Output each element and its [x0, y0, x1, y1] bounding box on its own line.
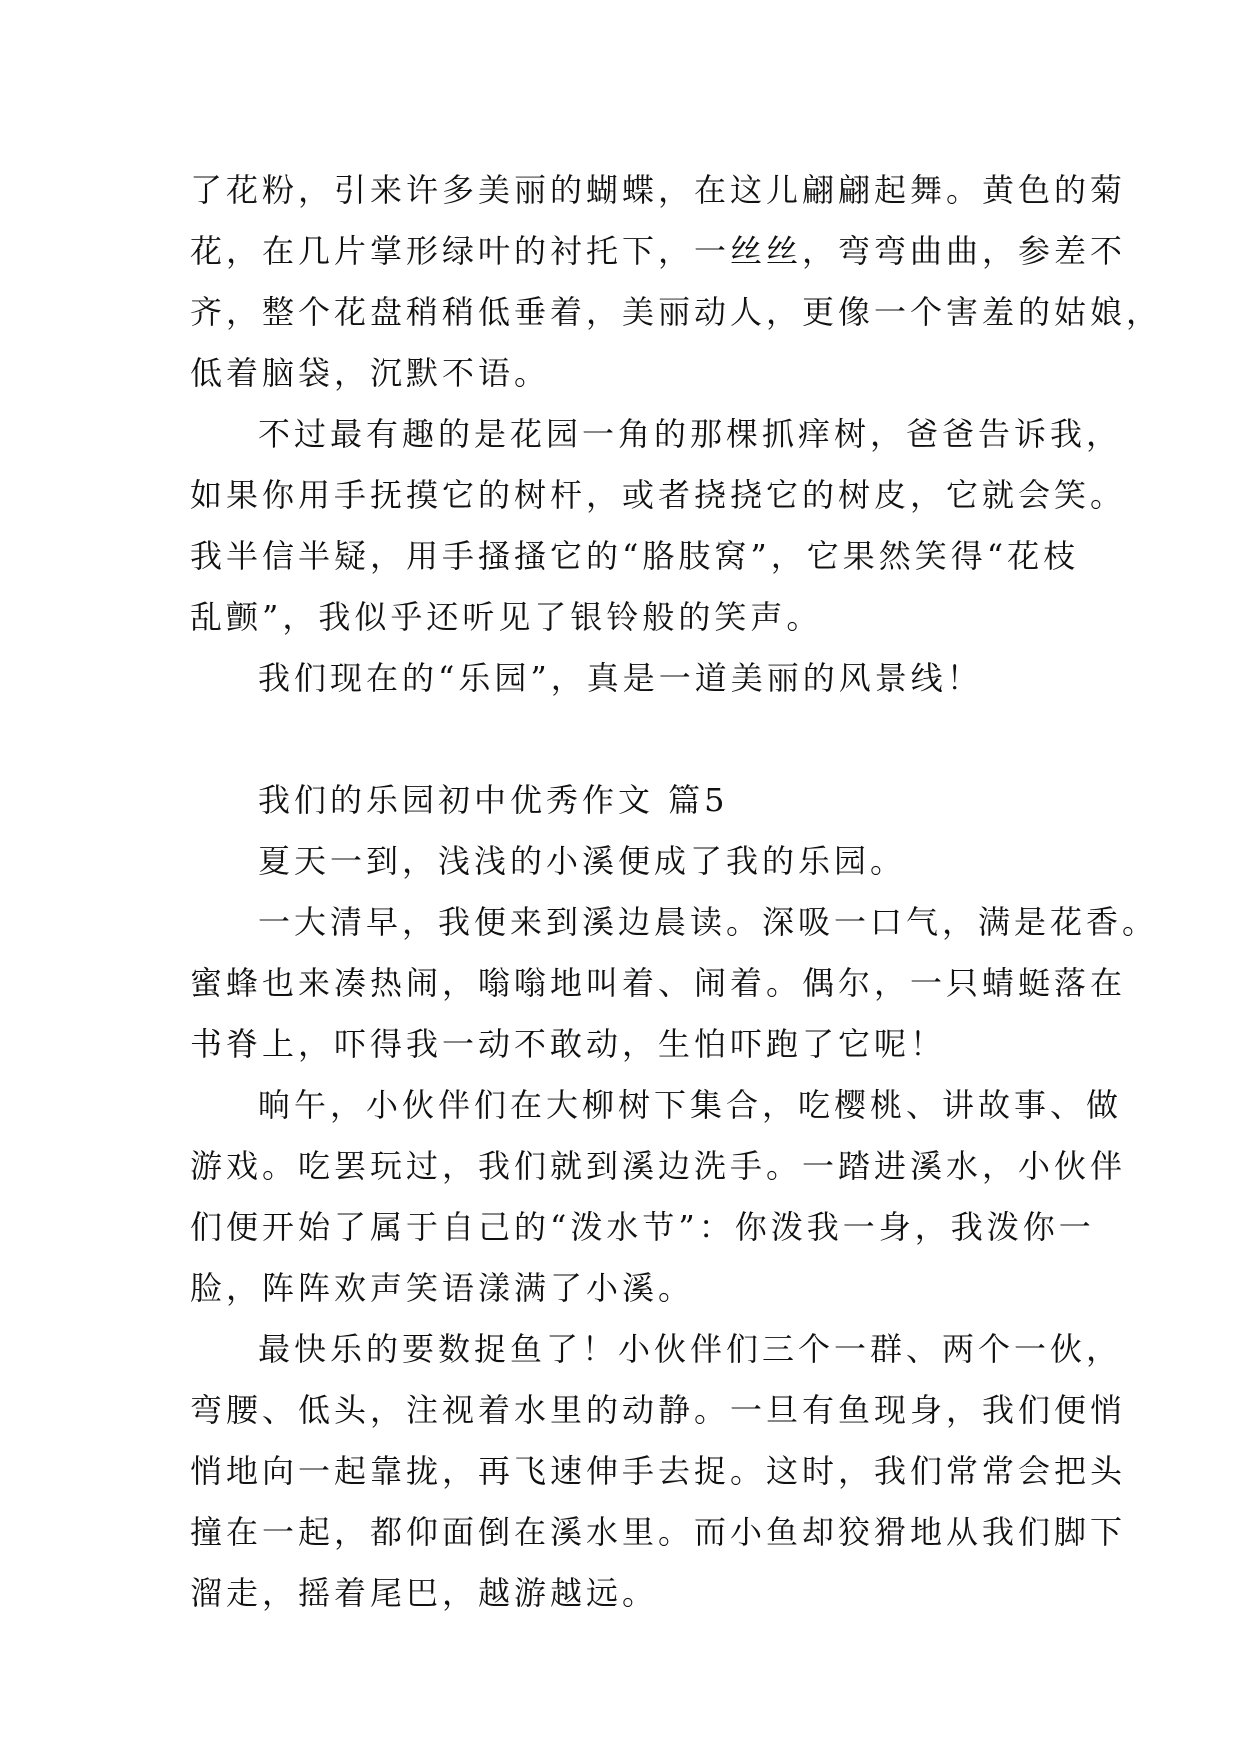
text-line: 悄地向一起靠拢，再飞速伸手去捉。这时，我们常常会把头 — [190, 1452, 1127, 1490]
text-line: 最快乐的要数捉鱼了！小伙伴们三个一群、两个一伙， — [258, 1330, 1123, 1368]
text-line: 不过最有趣的是花园一角的那棵抓痒树，爸爸告诉我， — [258, 415, 1123, 453]
text-line: 乱颤”，我似乎还听见了银铃般的笑声。 — [190, 598, 823, 636]
text-line: 溜走，摇着尾巴，越游越远。 — [190, 1574, 659, 1612]
text-line: 了花粉，引来许多美丽的蝴蝶，在这儿翩翩起舞。黄色的菊 — [190, 171, 1127, 209]
text-line: 一大清早，我便来到溪边晨读。深吸一口气，满是花香。 — [258, 903, 1159, 941]
text-line: 花，在几片掌形绿叶的衬托下，一丝丝，弯弯曲曲，参差不 — [190, 232, 1127, 270]
text-line: 我们现在的“乐园”，真是一道美丽的风景线！ — [258, 659, 983, 697]
text-line: 游戏。吃罢玩过，我们就到溪边洗手。一踏进溪水，小伙伴 — [190, 1147, 1127, 1185]
paragraph — [190, 892, 1159, 1075]
essay-title: 我们的乐园初中优秀作文 篇5 — [258, 781, 729, 819]
text-line: 弯腰、低头，注视着水里的动静。一旦有鱼现身，我们便悄 — [190, 1391, 1127, 1429]
document-page — [190, 160, 1163, 1624]
text-line: 低着脑袋，沉默不语。 — [190, 354, 551, 392]
text-line: 晌午，小伙伴们在大柳树下集合，吃樱桃、讲故事、做 — [258, 1086, 1123, 1124]
paragraph — [190, 831, 1070, 892]
text-line: 们便开始了属于自己的“泼水节”：你泼我一身，我泼你一 — [190, 1208, 1095, 1246]
paragraph — [190, 160, 1163, 404]
section-gap — [190, 709, 1070, 770]
text-line: 齐，整个花盘稍稍低垂着，美丽动人，更像一个害羞的姑娘， — [190, 293, 1163, 331]
paragraph — [190, 648, 1070, 709]
text-line: 撞在一起，都仰面倒在溪水里。而小鱼却狡猾地从我们脚下 — [190, 1513, 1127, 1551]
text-line: 脸，阵阵欢声笑语漾满了小溪。 — [190, 1269, 695, 1307]
text-line: 如果你用手抚摸它的树杆，或者挠挠它的树皮，它就会笑。 — [190, 476, 1127, 514]
paragraph — [190, 1319, 1127, 1624]
text-line: 夏天一到，浅浅的小溪便成了我的乐园。 — [258, 842, 907, 880]
text-line: 蜜蜂也来凑热闹，嗡嗡地叫着、闹着。偶尔，一只蜻蜓落在 — [190, 964, 1127, 1002]
paragraph — [190, 404, 1127, 648]
paragraph — [190, 1075, 1127, 1319]
text-line: 书脊上，吓得我一动不敢动，生怕吓跑了它呢！ — [190, 1025, 947, 1063]
text-line: 我半信半疑，用手搔搔它的“胳肢窝”，它果然笑得“花枝 — [190, 537, 1080, 575]
